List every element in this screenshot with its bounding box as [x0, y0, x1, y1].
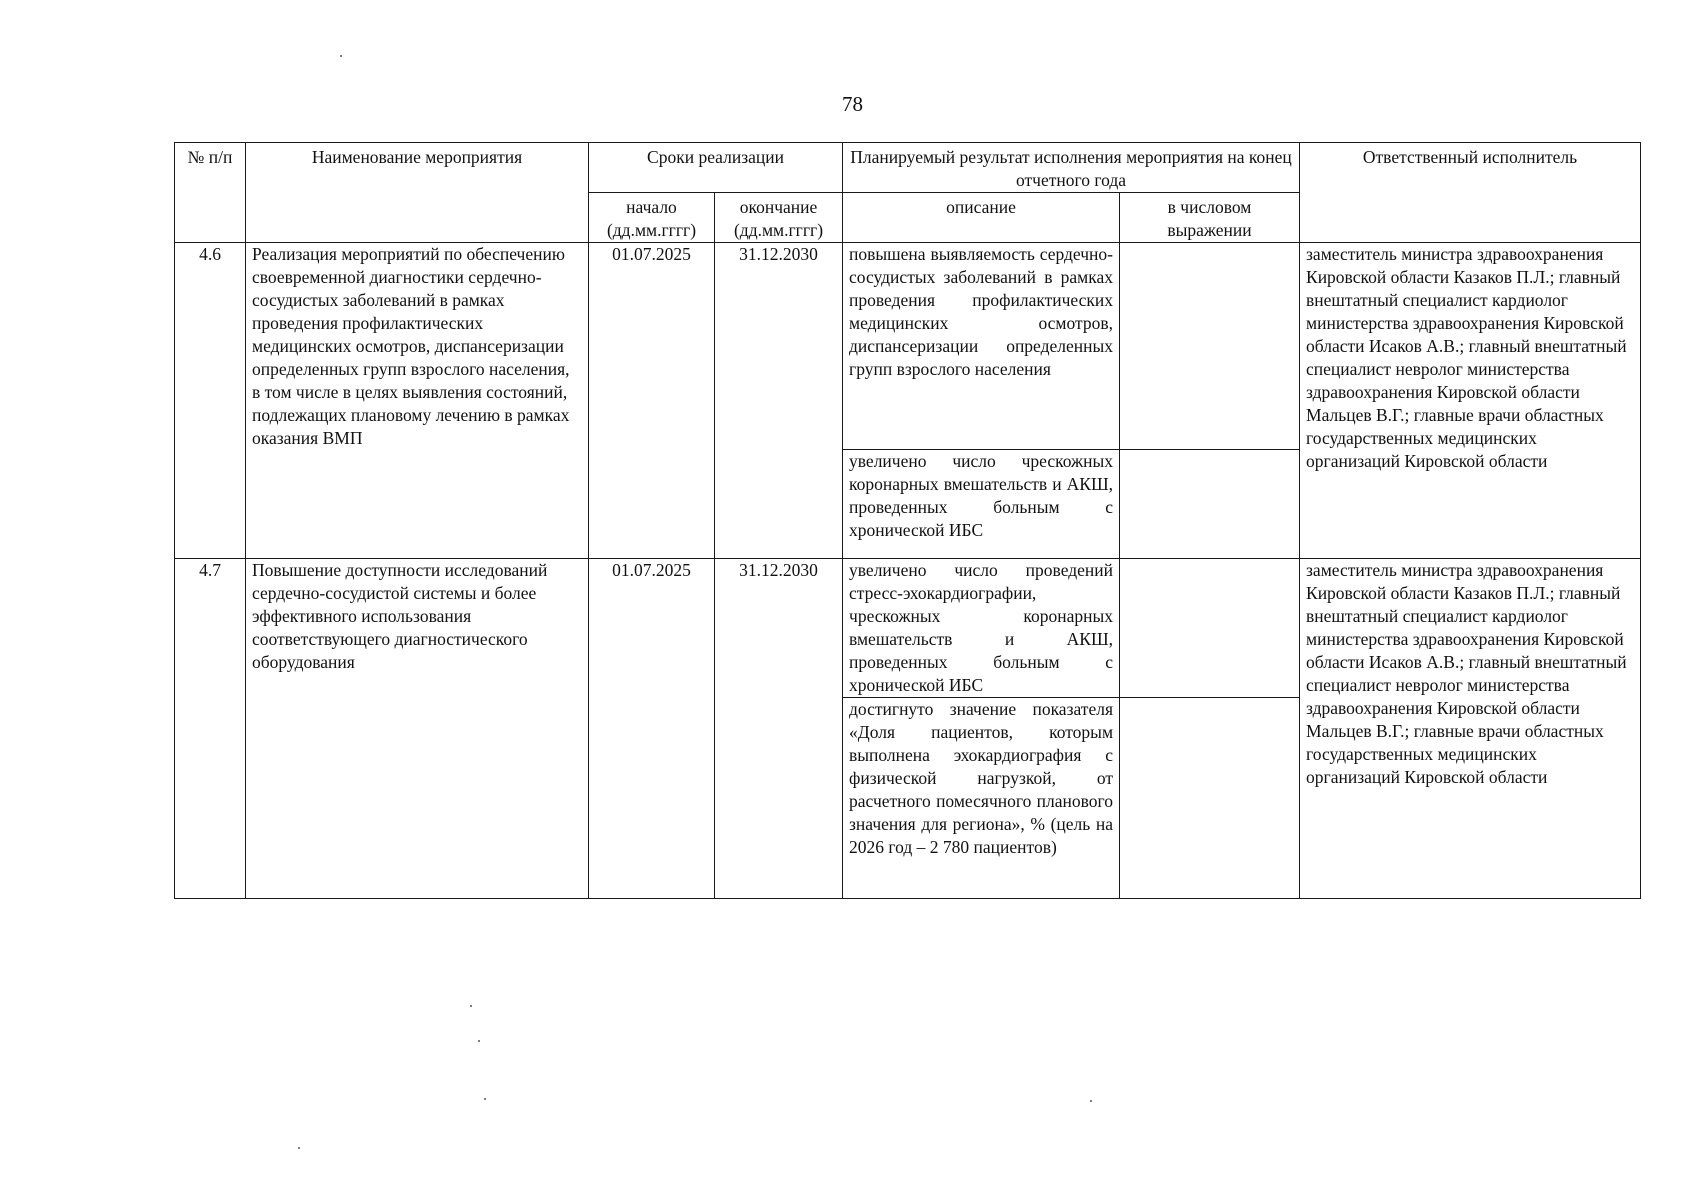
event-name: Реализация мероприятий по обеспечению своевременной диагностики сердечно-сосудистых заболеваний в рамках проведения профилактических медицинских осмотров, диспансеризации определенных групп взрослого населения, в том числе в целях выявления состояний, подлежащих плановому лечению в рамках оказания ВМП: [246, 243, 589, 559]
result-numeric: [1120, 559, 1300, 698]
header-row-top: [175, 143, 1641, 193]
start-date: 01.07.2025: [589, 243, 715, 559]
scan-speck: [298, 1147, 300, 1149]
result-description: повышена выявляемость сердечно-сосудистых заболеваний в рамках проведения профилактических медицинских осмотров, диспансеризации определенных групп взрослого населения: [843, 243, 1120, 450]
responsible-person: заместитель министра здравоохранения Кировской области Казаков П.Л.; главный внештатный специалист кардиолог министерства здравоохранения Кировской области Исаков А.В.; главный внештатный специалист невролог министерства здравоохранения Кировской области Мальцев В.Г.; главные врачи областных государственных медицинских организаций Кировской области: [1300, 243, 1641, 559]
result-numeric: [1120, 698, 1300, 899]
scan-speck: [478, 1040, 480, 1042]
event-name: Повышение доступности исследований сердечно-сосудистой системы и более эффективного использования соответствующего диагностического оборудования: [246, 559, 589, 899]
scan-speck: [484, 1098, 486, 1100]
result-numeric: [1120, 243, 1300, 450]
header-start: начало (дд.мм.гггг): [589, 193, 715, 243]
header-responsible: Ответственный исполнитель: [1300, 143, 1641, 243]
result-description: достигнуто значение показателя «Доля пациентов, которым выполнена эхокардиография с физической нагрузкой, от расчетного помесячного планового значения для региона», % (цель на 2026 год – 2 780 пациентов): [843, 698, 1120, 899]
header-end: окончание (дд.мм.гггг): [715, 193, 843, 243]
page-number: 78: [842, 92, 863, 116]
scan-speck: [1090, 1100, 1092, 1102]
events-table: [174, 142, 1641, 899]
row-number: 4.7: [175, 559, 246, 899]
scan-speck: [470, 1005, 472, 1007]
responsible-person: заместитель министра здравоохранения Кировской области Казаков П.Л.; главный внештатный специалист кардиолог министерства здравоохранения Кировской области Исаков А.В.; главный внештатный специалист невролог министерства здравоохранения Кировской области Мальцев В.Г.; главные врачи областных государственных медицинских организаций Кировской области: [1300, 559, 1641, 899]
result-numeric: [1120, 450, 1300, 559]
end-date: 31.12.2030: [715, 243, 843, 559]
scan-speck: [340, 55, 342, 57]
header-result: Планируемый результат исполнения мероприятия на конец отчетного года: [843, 143, 1300, 193]
end-date: 31.12.2030: [715, 559, 843, 899]
table-row: [175, 559, 1641, 698]
header-numeric: в числовом выражении: [1120, 193, 1300, 243]
table-row: [175, 243, 1641, 450]
result-description: увеличено число проведений стресс-эхокардиографии, чрескожных коронарных вмешательств и АКШ, проведенных больным с хронической ИБС: [843, 559, 1120, 698]
start-date: 01.07.2025: [589, 559, 715, 899]
header-description: описание: [843, 193, 1120, 243]
header-name: Наименование мероприятия: [246, 143, 589, 243]
result-description: увеличено число чрескожных коронарных вмешательств и АКШ, проведенных больным с хронической ИБС: [843, 450, 1120, 559]
row-number: 4.6: [175, 243, 246, 559]
header-terms: Сроки реализации: [589, 143, 843, 193]
header-num: № п/п: [175, 143, 246, 243]
